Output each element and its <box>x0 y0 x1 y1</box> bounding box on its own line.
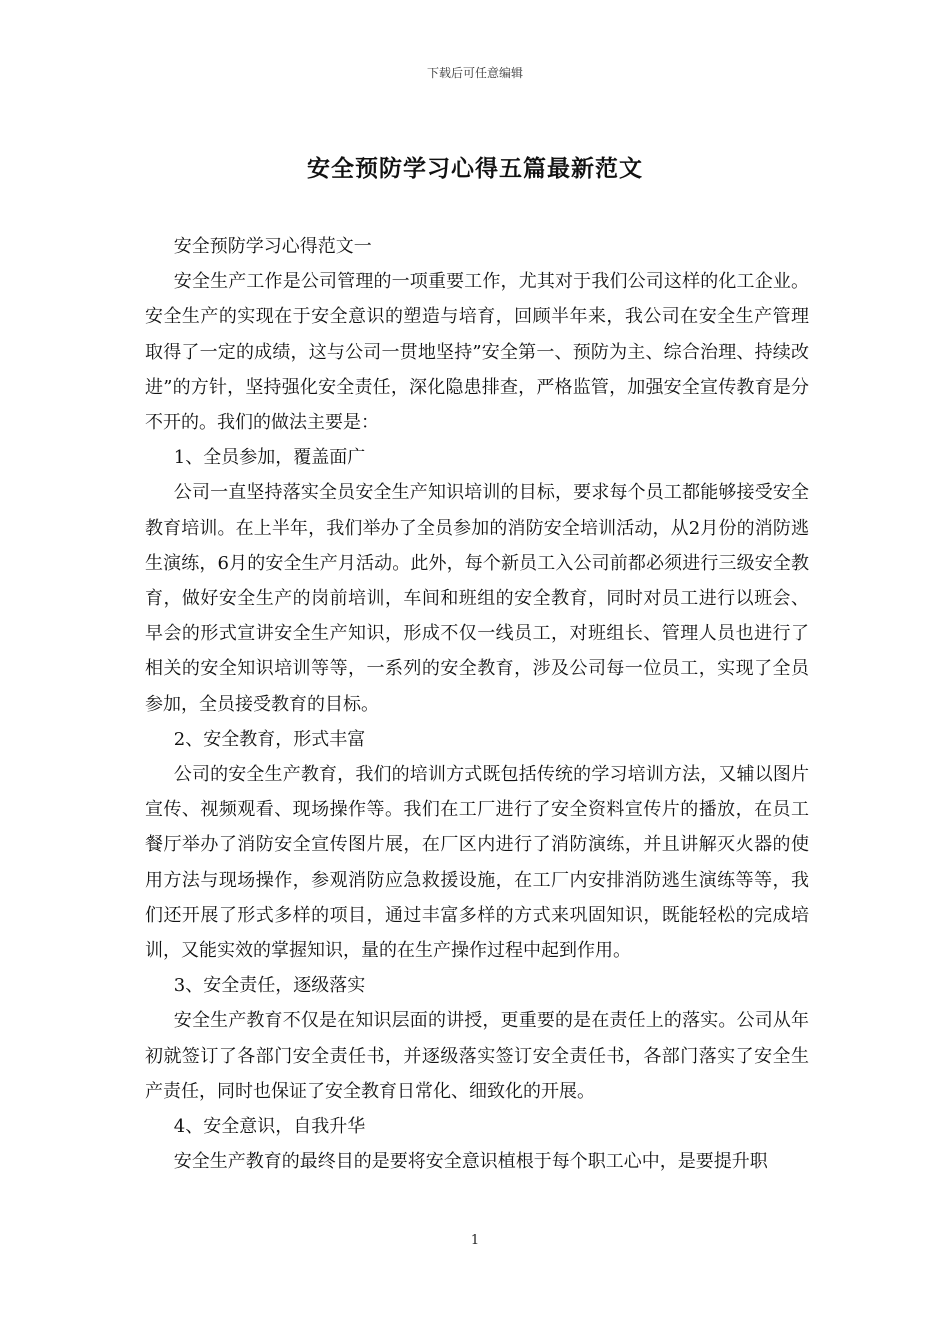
document-title: 安全预防学习心得五篇最新范文 <box>307 155 643 182</box>
subsection-heading: 3、安全责任，逐级落实 <box>173 975 366 997</box>
body-paragraph: 安全生产工作是公司管理的一项重要工作，尤其对于我们公司这样的化工企业。安全生产的实现在于安全意识的塑造与培育，回顾半年来，我公司在安全生产管理取得了一定的成绩，这与公司一贯地坚持”安全第一、预防为主、综合治理、持续改进”的方针，坚持强化安全责任，深化隐患排查，严格监管，加强安全宣传教育是分不开的。我们的做法主要是： <box>145 271 809 434</box>
body-paragraph: 公司的安全生产教育，我们的培训方式既包括传统的学习培训方法，又辅以图片宣传、视频观看、现场操作等。我们在工厂进行了安全资料宣传片的播放，在员工餐厅举办了消防安全宣传图片展，在厂区内进行了消防演练，并且讲解灭火器的使用方法与现场操作，参观消防应急救援设施，在工厂内安排消防逃生演练等等，我们还开展了形式多样的项目，通过丰富多样的方式来巩固知识，既能轻松的完成培训，又能实效的掌握知识，量的在生产操作过程中起到作用。 <box>145 764 809 962</box>
subsection-heading: 2、安全教育，形式丰富 <box>173 728 366 750</box>
section-heading: 安全预防学习心得范文一 <box>173 236 372 257</box>
body-paragraph: 安全生产教育的最终目的是要将安全意识植根于每个职工心中，是要提升职 <box>173 1151 768 1173</box>
body-paragraph: 安全生产教育不仅是在知识层面的讲授，更重要的是在责任上的落实。公司从年初就签订了各部门安全责任书，并逐级落实签订安全责任书，各部门落实了安全生产责任，同时也保证了安全教育日常化、细致化的开展。 <box>145 1010 809 1102</box>
subsection-heading: 4、安全意识，自我升华 <box>173 1116 366 1138</box>
document-body <box>145 229 809 1179</box>
page-header-note: 下载后可任意编辑 <box>426 66 523 80</box>
subsection-heading: 1、全员参加，覆盖面广 <box>173 447 366 469</box>
page-number: 1 <box>470 1233 480 1248</box>
body-paragraph: 公司一直坚持落实全员安全生产知识培训的目标，要求每个员工都能够接受安全教育培训。在上半年，我们举办了全员参加的消防安全培训活动，从2月份的消防逃生演练，6月的安全生产月活动。此外，每个新员工入公司前都必须进行三级安全教育，做好安全生产的岗前培训，车间和班组的安全教育，同时对员工进行以班会、早会的形式宣讲安全生产知识，形成不仅一线员工，对班组长、管理人员也进行了相关的安全知识培训等等，一系列的安全教育，涉及公司每一位员工，实现了全员参加，全员接受教育的目标。 <box>145 482 809 715</box>
